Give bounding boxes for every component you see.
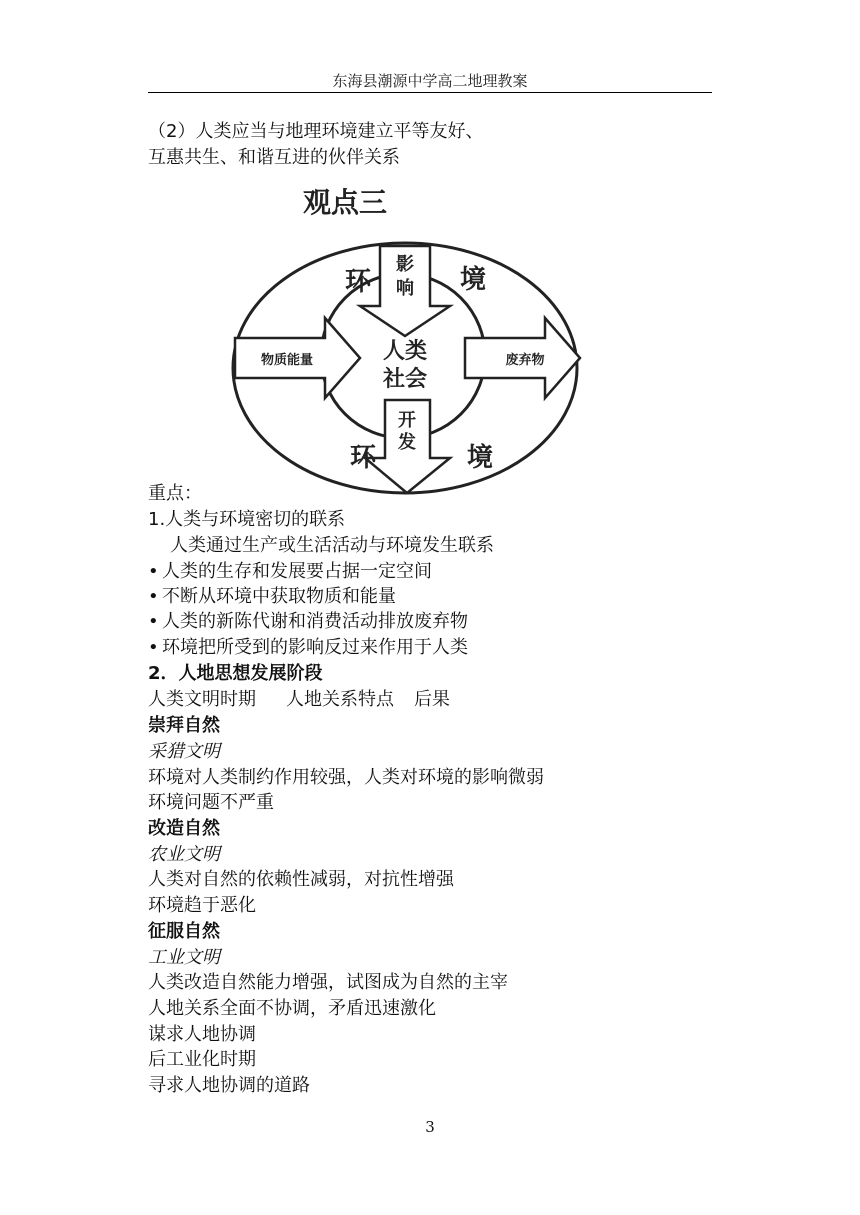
center-label-2: 社会 xyxy=(382,366,428,392)
section-2-title: 2．人地思想发展阶段 xyxy=(148,663,323,684)
development-arrow-char-2: 发 xyxy=(398,432,416,453)
header-rule xyxy=(148,92,712,93)
top-env-char-1: 环 xyxy=(344,267,372,297)
center-label-1: 人类 xyxy=(382,338,428,364)
intro-line-2: 互惠共生、和谐互进的伙伴关系 xyxy=(148,147,400,168)
waste-label: 废弃物 xyxy=(505,353,545,368)
stage-name: 崇拜自然 xyxy=(148,715,220,736)
page-header: 东海县潮源中学高二地理教案 xyxy=(332,72,528,90)
bottom-env-char-1: 环 xyxy=(349,443,377,473)
section-1-title: 1.人类与环境密切的联系 xyxy=(148,509,346,530)
influence-arrow-char-1: 影 xyxy=(396,254,414,275)
top-env-char-2: 境 xyxy=(459,265,487,295)
stage-feature: 寻求人地协调的道路 xyxy=(148,1075,310,1096)
diagram-title: 观点三 xyxy=(302,186,388,219)
stage-feature: 人类改造自然能力增强，试图成为自然的主宰 xyxy=(148,972,508,993)
stage-name: 谋求人地协调 xyxy=(148,1024,256,1045)
stage-result: 人地关系全面不协调，矛盾迅速激化 xyxy=(148,998,436,1019)
section-1-intro: 人类通过生产或生活活动与环境发生联系 xyxy=(170,535,494,556)
bottom-env-char-2: 境 xyxy=(466,443,494,473)
page-number: 3 xyxy=(425,1118,435,1136)
stage-result: 环境趋于恶化 xyxy=(148,895,256,916)
stage-result: 环境问题不严重 xyxy=(148,792,274,813)
stage-era: 工业文明 xyxy=(148,947,220,968)
bullet-dot-icon: • xyxy=(148,561,159,582)
stage-era: 农业文明 xyxy=(148,844,220,865)
column-era: 人类文明时期 xyxy=(148,689,256,710)
column-feature: 人地关系特点 xyxy=(286,689,394,710)
stage-feature: 人类对自然的依赖性减弱，对抗性增强 xyxy=(148,869,454,890)
material-energy-label: 物质能量 xyxy=(260,353,314,368)
bullet-item: • 人类的新陈代谢和消费活动排放废弃物 xyxy=(148,611,468,632)
development-arrow-char-1: 开 xyxy=(398,410,416,431)
stage-era: 采猎文明 xyxy=(148,741,220,762)
stage-columns-header xyxy=(148,688,450,712)
stage-name: 改造自然 xyxy=(148,818,220,839)
stage-era: 后工业化时期 xyxy=(148,1049,256,1070)
bullet-dot-icon: • xyxy=(148,586,159,607)
bullet-item: • 人类的生存和发展要占据一定空间 xyxy=(148,561,432,582)
intro-line-1: （2）人类应当与地理环境建立平等友好、 xyxy=(148,121,484,142)
bullet-dot-icon: • xyxy=(148,611,159,632)
viewpoint-diagram xyxy=(225,178,585,496)
key-points-label: 重点： xyxy=(148,483,202,504)
column-result: 后果 xyxy=(414,689,450,710)
bullet-item: • 环境把所受到的影响反过来作用于人类 xyxy=(148,637,468,658)
influence-arrow-char-2: 响 xyxy=(396,278,414,299)
stage-name: 征服自然 xyxy=(148,921,220,942)
stage-feature: 环境对人类制约作用较强，人类对环境的影响微弱 xyxy=(148,767,544,788)
bullet-item: • 不断从环境中获取物质和能量 xyxy=(148,586,396,607)
bullet-dot-icon: • xyxy=(148,637,159,658)
